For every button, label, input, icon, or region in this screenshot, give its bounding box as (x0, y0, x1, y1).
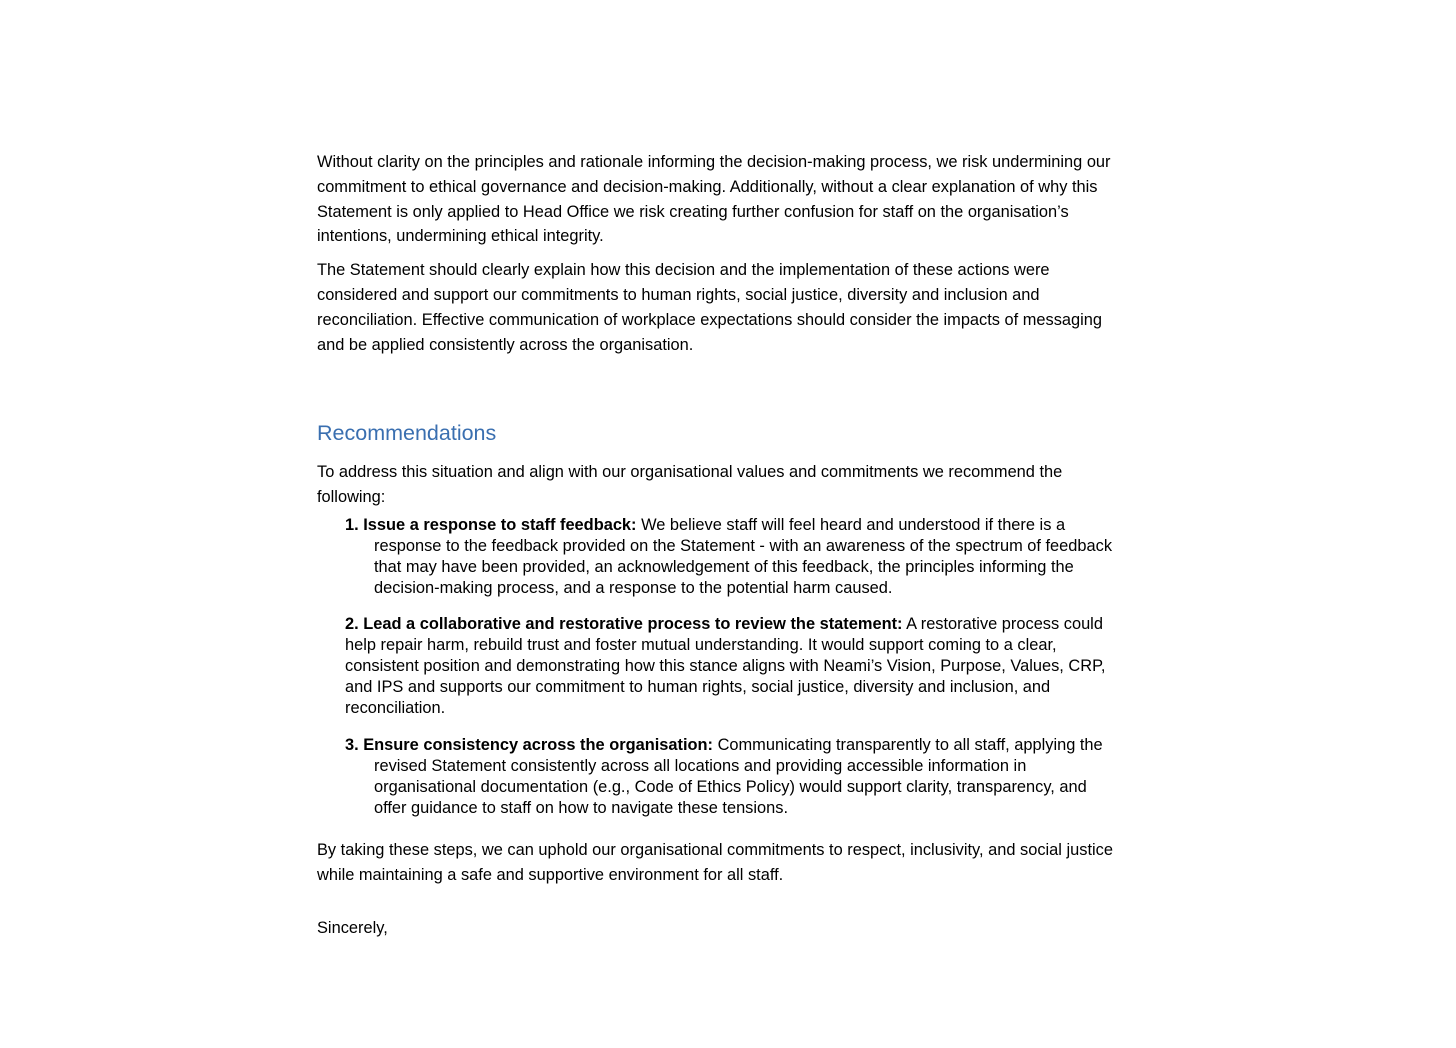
list-item-number: 1. (345, 516, 359, 534)
list-item-number: 2. (345, 615, 359, 633)
list-item (345, 614, 1117, 719)
recommendations-intro: To address this situation and align with our organisational values and commitments we recommend the following: (317, 463, 1063, 506)
list-item-lead: Lead a collaborative and restorative process to review the statement: (363, 615, 903, 633)
list-item-lead: Ensure consistency across the organisation: (363, 736, 714, 754)
list-item-text (345, 735, 1117, 819)
list-item-body: We believe staff will feel heard and understood if there is a response to the feedback provided on the Statement - with an awareness of the spectrum of feedback that may have been provided, an acknowledgement of this feedback, the principles informing the decision-making process, and a response to the potential harm caused. (374, 516, 1113, 597)
list-item-number: 3. (345, 736, 359, 754)
signoff: Sincerely, (317, 919, 388, 937)
list-item-body: Communicating transparently to all staff, applying the revised Statement consistently across all locations and providing accessible information in organisational documentation (e.g., Code of Ethics Policy) would support clarity, transparency, and offer guidance to staff on how to navigate these tensions. (374, 736, 1103, 817)
body-paragraph: The Statement should clearly explain how this decision and the implementation of these actions were considered and support our commitments to human rights, social justice, diversity and inclusion and reconciliation. Effective communication of workplace expectations should consider the impacts of messaging and be applied consistently across the organisation. (317, 261, 1103, 354)
list-item-body: A restorative process could help repair harm, rebuild trust and foster mutual understanding. It would support coming to a clear, consistent position and demonstrating how this stance aligns with Neami’s Vision, Purpose, Values, CRP, and IPS and supports our commitment to human rights, social justice, diversity and inclusion, and reconciliation. (345, 615, 1106, 717)
list-item-text (345, 515, 1117, 599)
closing-paragraph: By taking these steps, we can uphold our organisational commitments to respect, inclusivity, and social justice while maintaining a safe and supportive environment for all staff. (317, 841, 1113, 884)
list-item (345, 735, 1117, 819)
document-page (317, 150, 1117, 937)
section-heading: Recommendations (317, 421, 497, 445)
list-item (345, 515, 1117, 599)
list-item-text (345, 614, 1117, 719)
list-item-lead: Issue a response to staff feedback: (363, 516, 637, 534)
body-paragraph: Without clarity on the principles and rationale informing the decision-making process, we risk undermining our commitment to ethical governance and decision-making. Additionally, without a clear explanation of why this Statement is only applied to Head Office we risk creating further confusion for staff on the organisation’s intentions, undermining ethical integrity. (317, 153, 1111, 246)
